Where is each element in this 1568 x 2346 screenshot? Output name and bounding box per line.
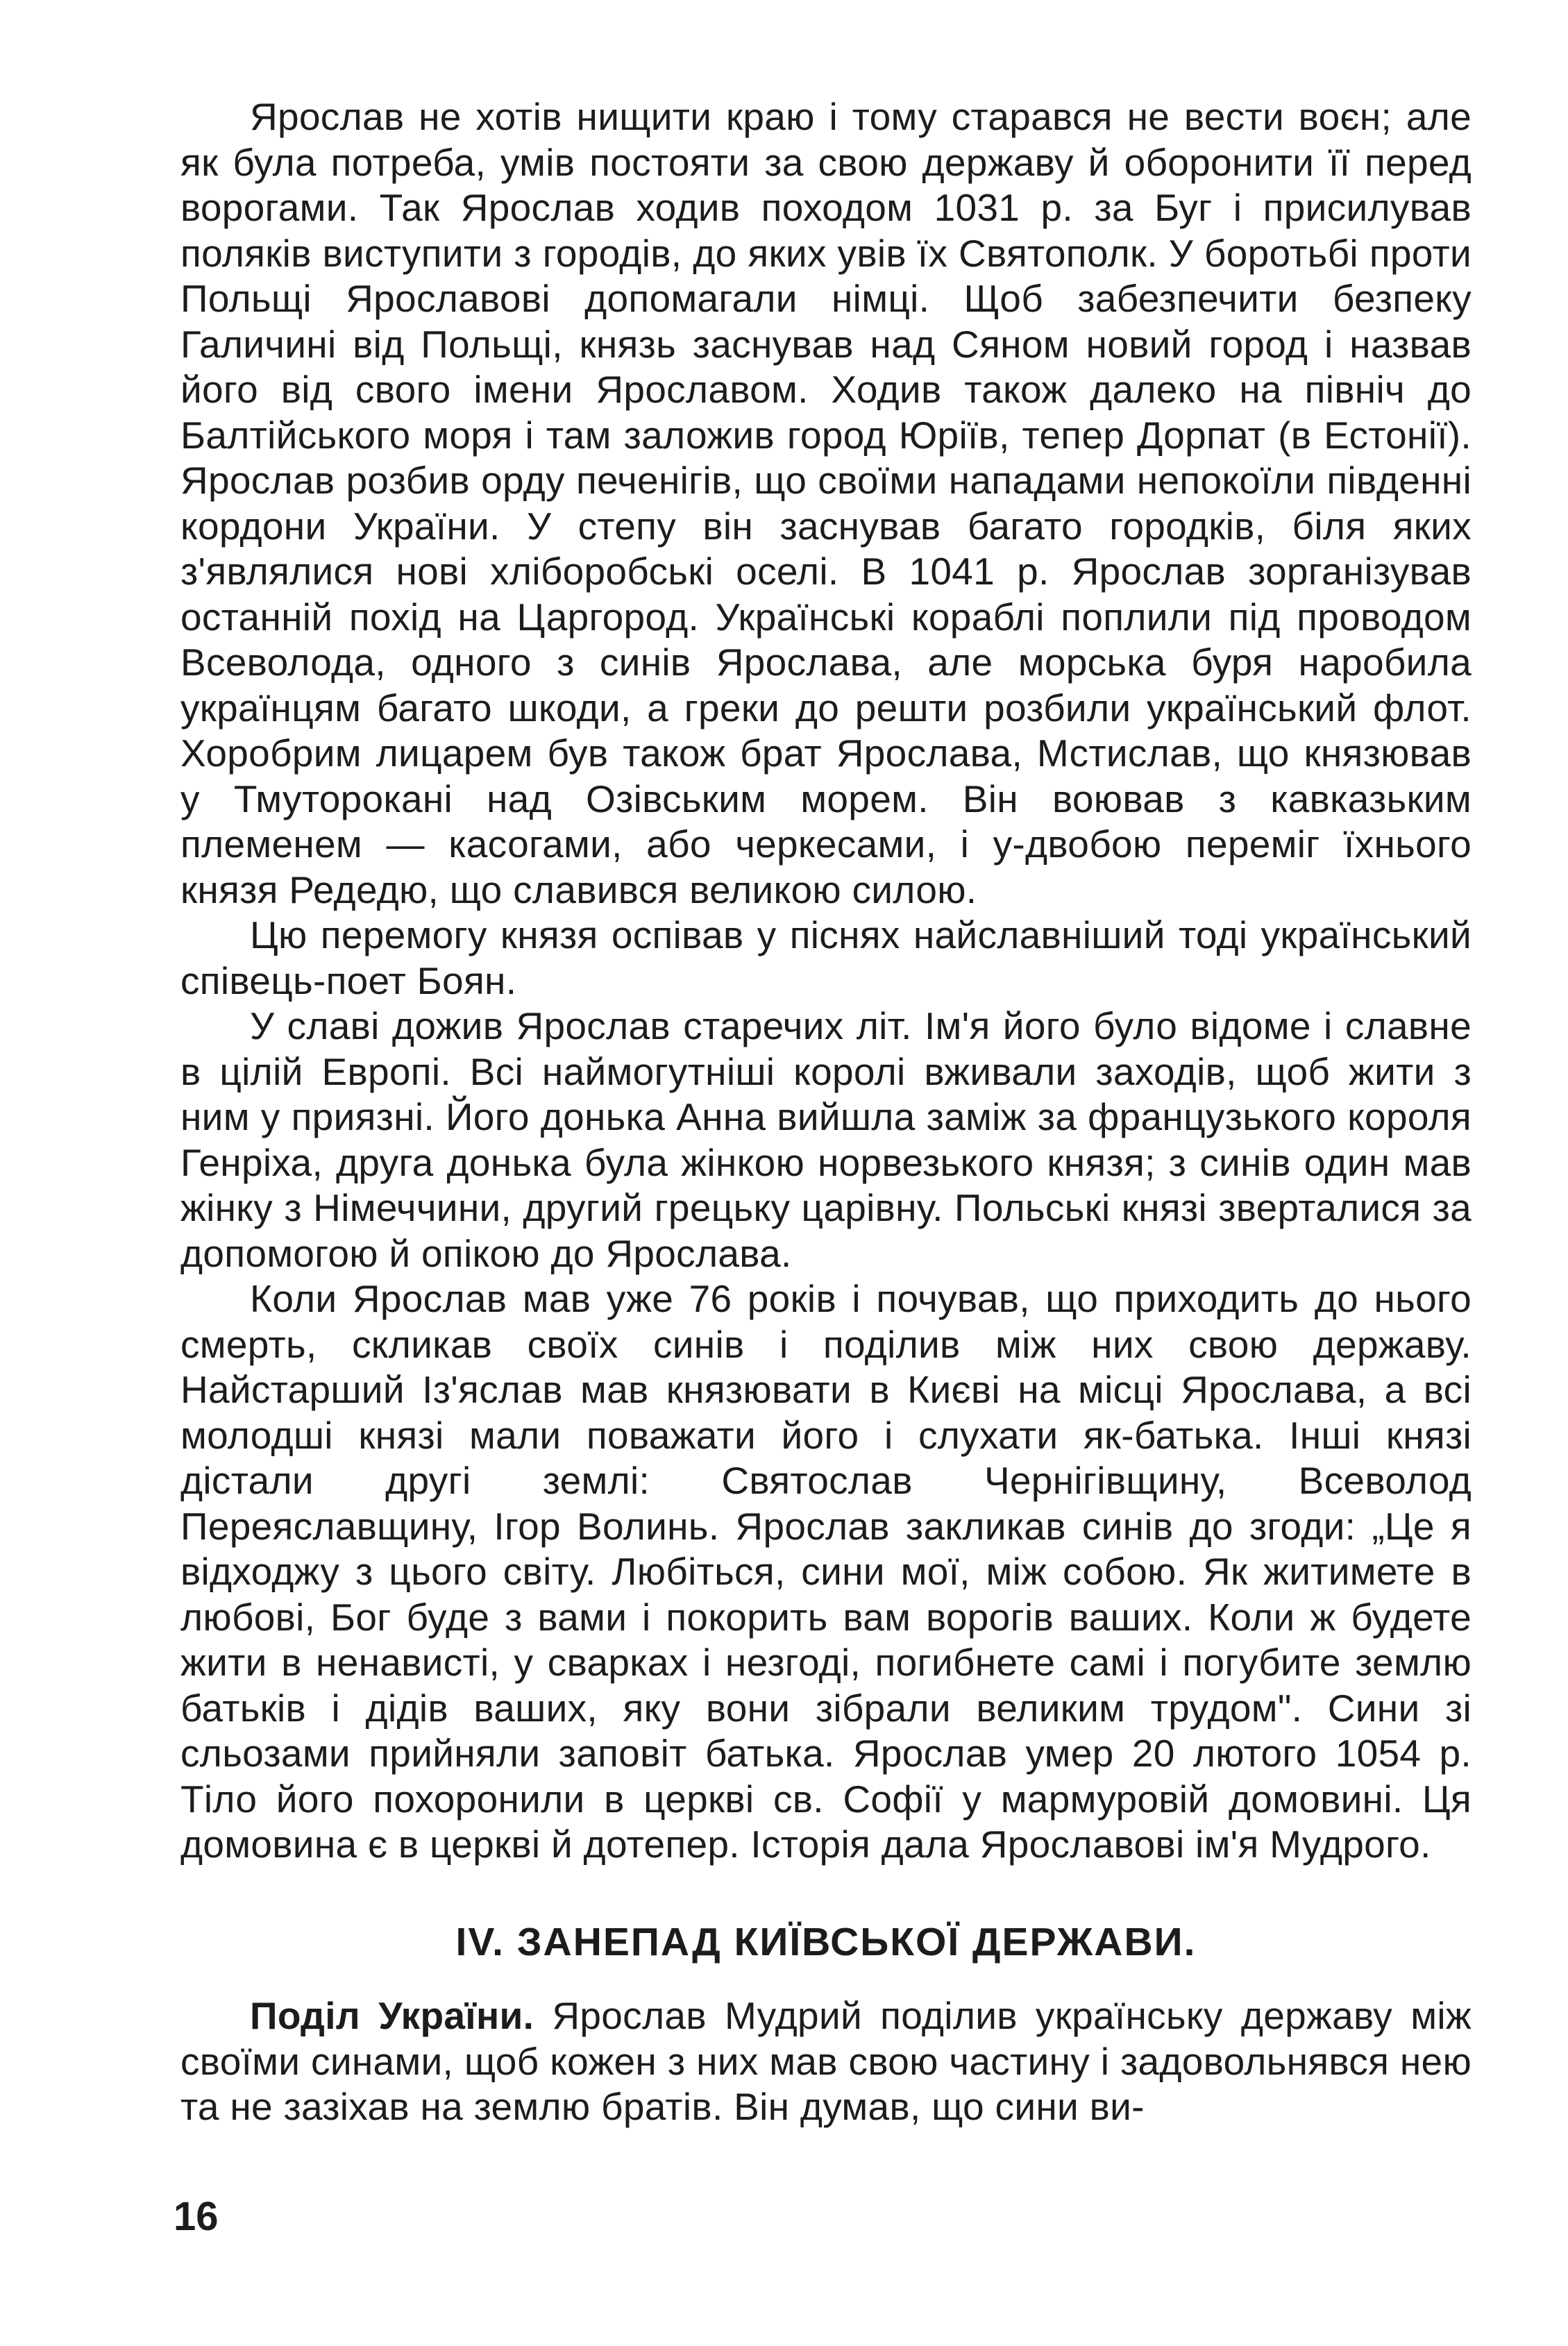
paragraph: У славі дожив Ярослав старечих літ. Ім'я його було відоме і славне в цілій Европі. Всі наймогутніші королі вживали заходів, щоб жити з ним у приязні. Його донька Анна вийшла заміж за французького короля Генріха, друга донька була жінкою норвезького князя; з синів один мав жінку з Німеччини, другий грецьку царівну. Польські князі зверталися за допомогою й опікою до Ярослава.	[180, 1004, 1472, 1275]
section-paragraph	[180, 1993, 1472, 2130]
section-paragraph-text: Ярослав Мудрий поділив українську державу між своїми синами, щоб кожен з них мав свою частину і задовольнявся нею та не зазіхав на землю братів. Він думав, що сини ви-	[180, 1994, 1472, 2128]
page-number: 16	[174, 2194, 219, 2239]
main-text	[180, 94, 1472, 1868]
run-in-heading: Поділ України.	[250, 1994, 534, 2037]
section-text	[180, 1993, 1472, 2130]
paragraph: Ярослав не хотів нищити краю і тому старався не вести воєн; але як була потреба, умів постояти за свою державу й оборонити її перед ворогами. Так Ярослав ходив походом 1031 р. за Буг і присилував поляків виступити з городів, до яких увів їх Святополк. У боротьбі проти Польщі Ярославові допомагали німці. Щоб забезпечити безпеку Галичині від Польщі, князь заснував над Сяном новий город і назвав його від свого імени Ярославом. Ходив також далеко на північ до Балтійського моря і там заложив город Юріїв, тепер Дорпат (в Естонії). Ярослав розбив орду печенігів, що своїми нападами непокоїли південні кордони України. У степу він заснував багато городків, біля яких з'являлися нові хліборобські оселі. В 1041 р. Ярослав зорганізував останній похід на Царгород. Українські кораблі поплили під проводом Всеволода, одного з синів Ярослава, але морська буря наробила українцям багато шкоди, а греки до решти розбили український флот. Хоробрим лицарем був також брат Ярослава, Мстислав, що князював у Тмуторокані над Озівським морем. Він воював з кавказьким племенем — касогами, або черкесами, і у-двобою переміг їхнього князя Редедю, що славився великою силою.	[180, 95, 1472, 911]
paragraph: Цю перемогу князя оспівав у піснях найславніший тоді український співець-поет Боян.	[180, 913, 1472, 1002]
paragraph: Коли Ярослав мав уже 76 років і почував, що приходить до нього смерть, скликав своїх синів і поділив між них свою державу. Найстарший Із'яслав мав князювати в Києві на місці Ярослава, а всі молодші князі мали поважати його і слухати як-батька. Інші князі дістали другі землі: Святослав Чернігівщину, Всеволод Переяславщину, Ігор Волинь. Ярослав закликав синів до згоди: „Це я відходжу з цього світу. Любіться, сини мої, між собою. Як житимете в любові, Бог буде з вами і покорить вам ворогів ваших. Коли ж будете жити в ненависті, у сварках і незгоді, погибнете самі і погубите землю батьків і дідів ваших, яку вони зібрали великим трудом". Сини зі сльозами прийняли заповіт батька. Ярослав умер 20 лютого 1054 р. Тіло його похоронили в церкві св. Софії у мармуровій домовині. Ця домовина є в церкві й дотепер. Історія дала Ярославові ім'я Мудрого.	[180, 1277, 1472, 1866]
section-heading: IV. ЗАНЕПАД КИЇВСЬКОЇ ДЕРЖАВИ.	[455, 1920, 1197, 1964]
